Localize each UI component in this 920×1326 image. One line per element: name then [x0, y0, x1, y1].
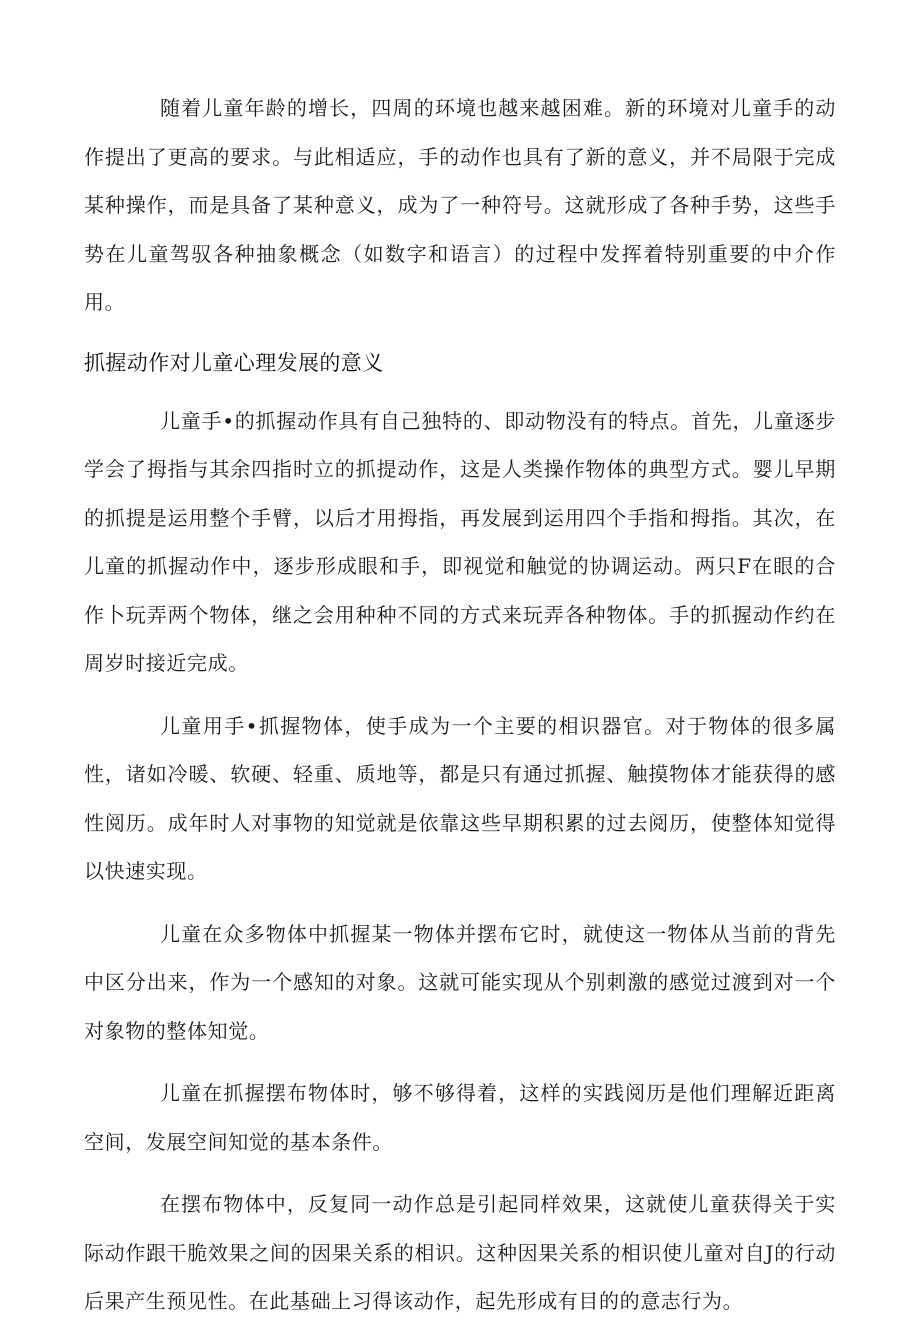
body-paragraph: 儿童手•的抓握动作具有自己独特的、即动物没有的特点。首先，儿童逐步学会了拇指与其余四指时立的抓提动作，这是人类操作物体的典型方式。婴儿早期的抓提是运用整个手臂，以后才用拇指，再发展到运用四个手指和拇指。其次，在儿童的抓握动作中，逐步形成眼和手，即视觉和触觉的协调运动。两只F在眼的合作卜玩弄两个物体，继之会用种种不同的方式来玩弄各种物体。手的抓握动作约在周岁时接近完成。 [84, 408, 836, 675]
section-heading: 抓握动作对儿童心理发展的意义 [84, 350, 384, 375]
body-paragraph: 儿童用手•抓握物体，使手成为一个主要的相识器官。对于物体的很多属性，诸如冷暖、软硬、轻重、质地等，都是只有通过抓握、触摸物体才能获得的感性阅历。成年时人对事物的知觉就是依靠这些早期积累的过去阅历，使整体知觉得以快速实现。 [84, 713, 836, 883]
intro-paragraph: 随着儿童年龄的增长，四周的环境也越来越困难。新的环境对儿童手的动作提出了更高的要求。与此相适应，手的动作也具有了新的意义，并不局限于完成某种操作，而是具备了某种意义，成为了一种符号。这就形成了各种手势，这些手势在儿童驾驭各种抽象概念（如数字和语言）的过程中发挥着特别重要的中介作用。 [84, 96, 836, 314]
document-page [84, 84, 836, 1326]
body-paragraph: 儿童在抓握摆布物体时，够不够得着，这样的实践阅历是他们理解近距离空间，发展空间知觉的基本条件。 [84, 1081, 836, 1154]
body-paragraph: 儿童在众多物体中抓握某一物体并摆布它时，就使这一物体从当前的背先中区分出来，作为一个感知的对象。这就可能实现从个别刺激的感觉过渡到对一个对象物的整体知觉。 [84, 921, 836, 1043]
body-paragraph: 在摆布物体中，反复同一动作总是引起同样效果，这就使儿童获得关于实际动作跟干脆效果之间的因果关系的相识。这种因果关系的相识使儿童对自J的行动后果产生预见性。在此基础上习得该动作，起先形成有目的的意志行为。 [84, 1192, 836, 1313]
